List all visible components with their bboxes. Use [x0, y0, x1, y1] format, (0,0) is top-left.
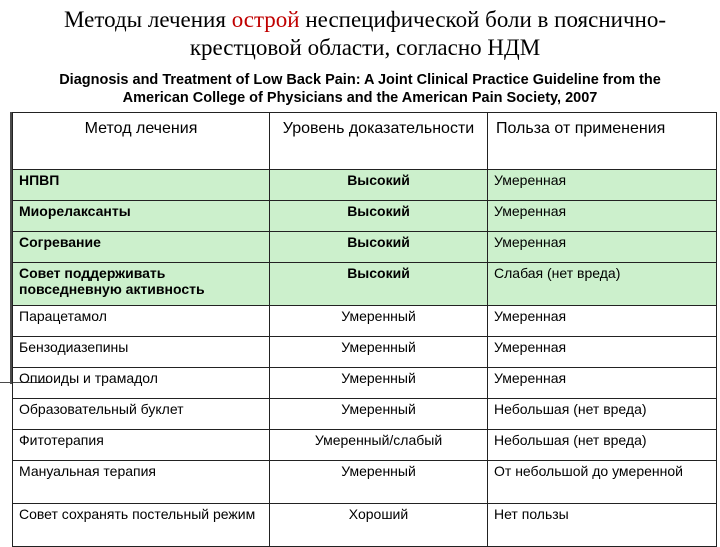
cell-level: Высокий — [270, 263, 488, 306]
cell-method: Фитотерапия — [13, 430, 270, 461]
cell-method: Согревание — [13, 232, 270, 263]
slide-title — [20, 6, 710, 62]
cell-benefit: От небольшой до умеренной — [488, 461, 717, 504]
slide-subtitle — [10, 71, 710, 107]
subtitle-line1: Diagnosis and Treatment of Low Back Pain: A Joint Clinical Practice Guideline from the — [59, 72, 661, 88]
cell-method: Бензодиазепины — [13, 337, 270, 368]
table-row — [13, 430, 717, 461]
cell-method: Миорелаксанты — [13, 201, 270, 232]
treatment-table — [12, 112, 717, 547]
title-part2: неспецифической боли в пояснично- — [299, 7, 666, 32]
cell-method: Мануальная терапия — [13, 461, 270, 504]
table-row — [13, 368, 717, 399]
table-row — [13, 306, 717, 337]
cell-level: Умеренный — [270, 337, 488, 368]
cell-method: Парацетамол — [13, 306, 270, 337]
cell-benefit: Небольшая (нет вреда) — [488, 430, 717, 461]
title-part1: Методы лечения — [64, 7, 232, 32]
table-row — [13, 337, 717, 368]
cell-method: Образовательный буклет — [13, 399, 270, 430]
title-line2: крестцовой области, согласно НДМ — [189, 35, 541, 60]
cell-benefit: Небольшая (нет вреда) — [488, 399, 717, 430]
cell-level: Умеренный — [270, 461, 488, 504]
table-header-row — [13, 113, 717, 170]
cell-level: Высокий — [270, 201, 488, 232]
table-row — [13, 263, 717, 306]
cell-level: Умеренный/слабый — [270, 430, 488, 461]
cell-benefit: Умеренная — [488, 232, 717, 263]
title-accent: острой — [231, 7, 300, 32]
header-method: Метод лечения — [13, 113, 270, 170]
table-row — [13, 170, 717, 201]
cell-method: Совет сохранять постельный режим — [13, 504, 270, 547]
table-row — [13, 201, 717, 232]
cell-benefit: Нет пользы — [488, 504, 717, 547]
cell-level: Высокий — [270, 170, 488, 201]
subtitle-line2: American College of Physicians and the American Pain Society, 2007 — [122, 90, 598, 106]
header-benefit: Польза от применения — [488, 113, 717, 170]
cell-benefit: Умеренная — [488, 368, 717, 399]
header-evidence-level: Уровень доказательности — [270, 113, 488, 170]
cell-benefit: Умеренная — [488, 306, 717, 337]
cell-level: Умеренный — [270, 306, 488, 337]
cell-level: Умеренный — [270, 368, 488, 399]
cell-method: НПВП — [13, 170, 270, 201]
table-row — [13, 399, 717, 430]
cell-benefit: Умеренная — [488, 201, 717, 232]
cell-benefit: Умеренная — [488, 337, 717, 368]
cell-level: Высокий — [270, 232, 488, 263]
cell-benefit: Слабая (нет вреда) — [488, 263, 717, 306]
table-row — [13, 461, 717, 504]
table-row — [13, 504, 717, 547]
cell-method: Совет поддерживать повседневную активность — [13, 263, 270, 306]
cell-method: Опиоиды и трамадол — [13, 368, 270, 399]
table-row — [13, 232, 717, 263]
cell-level: Умеренный — [270, 399, 488, 430]
cell-benefit: Умеренная — [488, 170, 717, 201]
cell-level: Хороший — [270, 504, 488, 547]
